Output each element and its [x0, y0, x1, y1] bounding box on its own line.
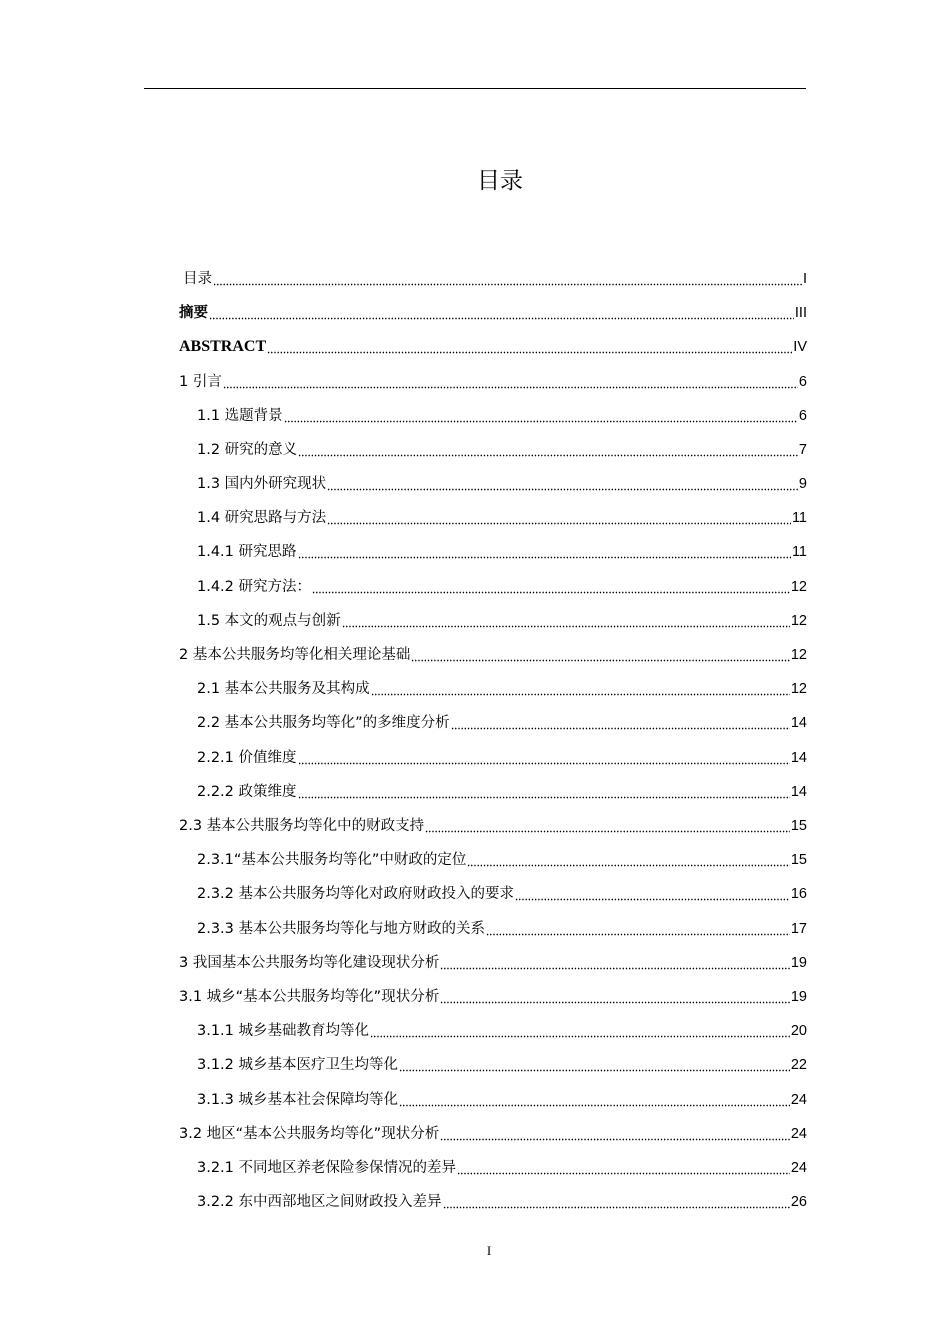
toc-dot-leader — [327, 477, 798, 491]
toc-entry-2-1[interactable] — [197, 672, 807, 706]
toc-entry-3-2-1[interactable] — [197, 1151, 807, 1185]
toc-entry-page: 15 — [790, 818, 807, 834]
toc-dot-leader — [312, 580, 790, 594]
toc-entry-page: 24 — [790, 1160, 807, 1176]
toc-dot-leader — [298, 443, 798, 457]
toc-entry-2-2[interactable] — [197, 706, 807, 740]
toc-entry-page: 14 — [790, 784, 807, 800]
toc-entry-page: 14 — [790, 750, 807, 766]
toc-dot-leader — [457, 1161, 790, 1175]
toc-dot-leader — [298, 545, 791, 559]
toc-entry-page: 12 — [790, 681, 807, 697]
toc-entry-label: 2.1 基本公共服务及其构成 — [197, 681, 370, 697]
toc-entry-label: 1.1 选题背景 — [197, 408, 283, 424]
toc-entry-page: IV — [793, 339, 807, 355]
toc-dot-leader — [399, 1093, 790, 1107]
toc-entry-2-3-3[interactable] — [197, 912, 807, 946]
toc-entry-2-3-2[interactable] — [197, 877, 807, 911]
page-title: 目录 — [477, 168, 523, 194]
toc-entry-3-1-3[interactable] — [197, 1083, 807, 1117]
toc-entry-label: 2.3.3 基本公共服务均等化与地方财政的关系 — [197, 921, 486, 937]
toc-entry-2-3-1[interactable] — [197, 843, 807, 877]
toc-dot-leader — [298, 751, 790, 765]
toc-dot-leader — [443, 1195, 790, 1209]
toc-dot-leader — [370, 1024, 790, 1038]
footer-page-number: I — [486, 1243, 492, 1258]
toc-dot-leader — [451, 716, 790, 730]
toc-dot-leader — [440, 1127, 790, 1141]
toc-entry-label: 1.4.1 研究思路 — [197, 544, 297, 560]
toc-entry-label: 3.2.1 不同地区养老保险参保情况的差异 — [197, 1160, 457, 1176]
toc-dot-leader — [298, 785, 790, 799]
toc-entry-label: 2.2.2 政策维度 — [197, 784, 297, 800]
toc-entry-label: 2.2.1 价值维度 — [197, 750, 297, 766]
toc-entry-page: 15 — [790, 852, 807, 868]
toc-entry-label: 1.5 本文的观点与创新 — [197, 613, 341, 629]
toc-entry-page: 11 — [791, 544, 807, 560]
toc-entry-1-4-1[interactable] — [197, 535, 807, 569]
toc-entry-page: 22 — [790, 1057, 807, 1073]
toc-entry-chapter-1[interactable] — [179, 365, 807, 399]
toc-dot-leader — [486, 922, 790, 936]
toc-entry-page: 19 — [790, 989, 807, 1005]
toc-entry-label: ABSTRACT — [179, 338, 267, 355]
toc-entry-label: 3.2.2 东中西部地区之间财政投入差异 — [197, 1194, 442, 1210]
toc-entry-page: 24 — [790, 1092, 807, 1108]
toc-entry-page: 12 — [790, 647, 807, 663]
toc-entry-3-1-1[interactable] — [197, 1014, 807, 1048]
toc-entry-page: 7 — [798, 442, 807, 458]
toc-dot-leader — [327, 511, 791, 525]
toc-entry-2-2-2[interactable] — [197, 775, 807, 809]
toc-entry-label: 3 我国基本公共服务均等化建设现状分析 — [179, 955, 440, 971]
toc-entry-label: 3.1.2 城乡基本医疗卫生均等化 — [197, 1057, 399, 1073]
toc-entry-label: 2.3.2 基本公共服务均等化对政府财政投入的要求 — [197, 886, 515, 902]
toc-entry-page: 6 — [798, 408, 807, 424]
toc-entry-2-3[interactable] — [179, 809, 807, 843]
toc-dot-leader — [467, 853, 789, 867]
toc-entry-label: 目录 — [183, 271, 212, 287]
toc-entry-3-2-2[interactable] — [197, 1185, 807, 1219]
toc-dot-leader — [223, 375, 798, 389]
toc-entry-label: 1 引言 — [179, 374, 222, 390]
toc-entry-label: 1.3 国内外研究现状 — [197, 476, 327, 492]
toc-dot-leader — [284, 409, 798, 423]
toc-entry-page: III — [794, 305, 807, 321]
header-rule — [144, 88, 806, 89]
toc-entry-page: 9 — [798, 476, 807, 492]
toc-dot-leader — [209, 306, 794, 320]
toc-entry-abstract-cn[interactable] — [179, 296, 807, 330]
toc-entry-abstract-en[interactable] — [179, 330, 807, 364]
toc-dot-leader — [213, 272, 802, 286]
toc-entry-page: 12 — [790, 579, 807, 595]
toc-dot-leader — [399, 1058, 790, 1072]
toc-entry-1-3[interactable] — [197, 467, 807, 501]
toc-entry-1-4[interactable] — [197, 501, 807, 535]
toc-entry-1-4-2[interactable] — [197, 570, 807, 604]
toc-entry-label: 1.4.2 研究方法： — [197, 579, 312, 595]
toc-entry-page: 14 — [790, 715, 807, 731]
toc-dot-leader — [267, 340, 792, 354]
toc-entry-page: 12 — [790, 613, 807, 629]
toc-entry-1-1[interactable] — [197, 399, 807, 433]
toc-entry-3-2[interactable] — [179, 1117, 807, 1151]
toc-dot-leader — [440, 956, 790, 970]
toc-entry-label: 1.4 研究思路与方法 — [197, 510, 327, 526]
toc-entry-label: 3.2 地区“基本公共服务均等化”现状分析 — [179, 1126, 440, 1142]
toc-dot-leader — [411, 648, 790, 662]
toc-entry-2-2-1[interactable] — [197, 741, 807, 775]
toc-entry-label: 3.1.3 城乡基本社会保障均等化 — [197, 1092, 399, 1108]
toc-entry-page: 16 — [790, 886, 807, 902]
toc-entry-page: 19 — [790, 955, 807, 971]
toc-entry-page: 20 — [790, 1023, 807, 1039]
toc-entry-3-1-2[interactable] — [197, 1048, 807, 1082]
toc-entry-label: 2.3 基本公共服务均等化中的财政支持 — [179, 818, 425, 834]
toc-entry-label: 3.1.1 城乡基础教育均等化 — [197, 1023, 370, 1039]
toc-entry-1-2[interactable] — [197, 433, 807, 467]
toc-entry-page: 26 — [790, 1194, 807, 1210]
toc-entry-page: I — [802, 271, 807, 287]
toc-entry-page: 11 — [791, 510, 807, 526]
toc-dot-leader — [342, 614, 790, 628]
toc-entry-page: 17 — [790, 921, 807, 937]
toc-entry-chapter-3[interactable] — [179, 946, 807, 980]
toc-entry-contents[interactable] — [183, 262, 807, 296]
toc-entry-chapter-2[interactable] — [179, 638, 807, 672]
toc-entry-label: 2.2 基本公共服务均等化”的多维度分析 — [197, 715, 450, 731]
toc-dot-leader — [371, 682, 790, 696]
toc-entry-3-1[interactable] — [179, 980, 807, 1014]
toc-entry-label: 3.1 城乡“基本公共服务均等化”现状分析 — [179, 989, 440, 1005]
toc-entry-label: 2 基本公共服务均等化相关理论基础 — [179, 647, 411, 663]
toc-entry-label: 摘要 — [179, 305, 208, 321]
toc-entry-label: 2.3.1“基本公共服务均等化”中财政的定位 — [197, 852, 467, 868]
toc-dot-leader — [425, 819, 790, 833]
toc-dot-leader — [515, 887, 790, 901]
toc-dot-leader — [440, 990, 790, 1004]
toc-entry-page: 6 — [798, 374, 807, 390]
toc-entry-1-5[interactable] — [197, 604, 807, 638]
toc-entry-label: 1.2 研究的意义 — [197, 442, 298, 458]
toc-entry-page: 24 — [790, 1126, 807, 1142]
